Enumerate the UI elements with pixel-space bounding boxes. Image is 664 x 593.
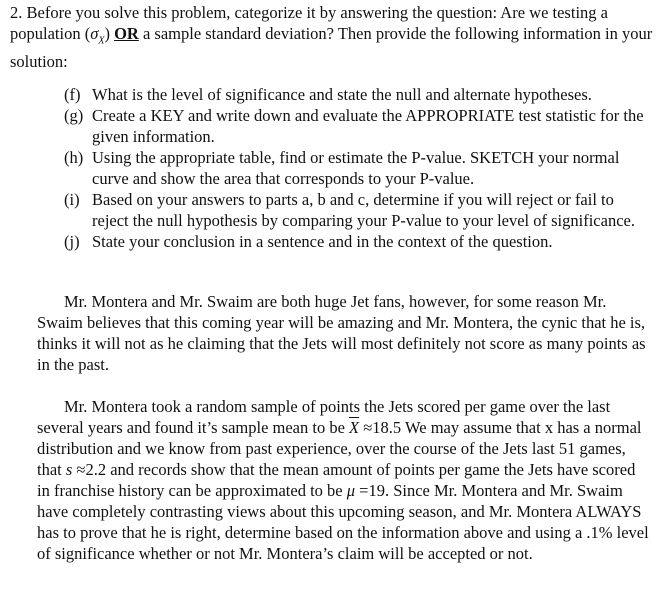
mu-symbol: μ <box>346 481 356 500</box>
paragraph-data <box>37 396 652 564</box>
para2-text-b: We may assume that x has a normal distribution and we know from past experience, over the course of the Jets last 51 games, that <box>37 418 642 479</box>
sigma-symbol: σ <box>90 24 99 43</box>
part-text: Create a KEY and write down and evaluate the APPROPRIATE test statistic for the given information. <box>92 106 644 146</box>
para2-text-d: . Since Mr. Montera and Mr. Swaim have completely contrasting views about this upcoming season, and Mr. Montera ALWAYS has to prove that he is right, determine based on the information above and using a .1% level of significance whether or not Mr. Montera’s claim will be accepted or not. <box>37 481 649 563</box>
part-text: Based on your answers to parts a, b and c, determine if you will reject or fail to reject the null hypothesis by comparing your P-value to your level of significance. <box>92 190 635 230</box>
part-text: What is the level of significance and state the null and alternate hypotheses. <box>92 85 592 104</box>
question-number: 2. <box>10 3 23 22</box>
part-text: Using the appropriate table, find or estimate the P-value. SKETCH your normal curve and show the area that corresponds to your P-value. <box>92 148 620 188</box>
sigma-subscript: X <box>98 35 105 47</box>
xbar-value: ≈18.5 <box>359 418 402 437</box>
paragraph-scenario: Mr. Montera and Mr. Swaim are both huge Jet fans, however, for some reason Mr. Swaim believes that this coming year will be amazing and Mr. Montera, the cynic that he is, thinks it will not as he claiming that the Jets will most definitely not score as many points as in the past. <box>37 292 646 374</box>
parts-list <box>64 84 654 252</box>
s-value: ≈2.2 <box>72 460 107 479</box>
part-label: (i) <box>64 190 80 209</box>
part-label: (g) <box>64 106 84 125</box>
s-symbol: s <box>65 460 73 479</box>
part-text: State your conclusion in a sentence and in the context of the question. <box>92 232 553 251</box>
header-text-after: a sample standard deviation? Then provide the following information in your solution: <box>10 24 653 72</box>
part-label: (h) <box>64 148 84 167</box>
para2-text-c: and records show that the mean amount of points per game the Jets have scored in franchise history can be approximated to be <box>37 460 636 500</box>
part-item <box>64 189 654 231</box>
header-text-before: Before you solve this problem, categorize it by answering the question: Are we testing a population ( <box>10 3 608 43</box>
part-item <box>64 84 654 105</box>
header-text-mid: ) <box>104 24 115 43</box>
question-header <box>10 2 660 72</box>
part-item <box>64 231 654 252</box>
part-label: (f) <box>64 85 81 104</box>
mu-value: =19 <box>355 481 385 500</box>
or-emphasis: OR <box>114 24 139 43</box>
part-item <box>64 105 654 147</box>
part-item <box>64 147 654 189</box>
xbar-symbol: $\overline{X}$ <box>349 418 360 437</box>
para2-text-a: Mr. Montera took a random sample of points the Jets scored per game over the last several years and found it’s sample mean to be <box>37 397 611 437</box>
part-label: (j) <box>64 232 80 251</box>
